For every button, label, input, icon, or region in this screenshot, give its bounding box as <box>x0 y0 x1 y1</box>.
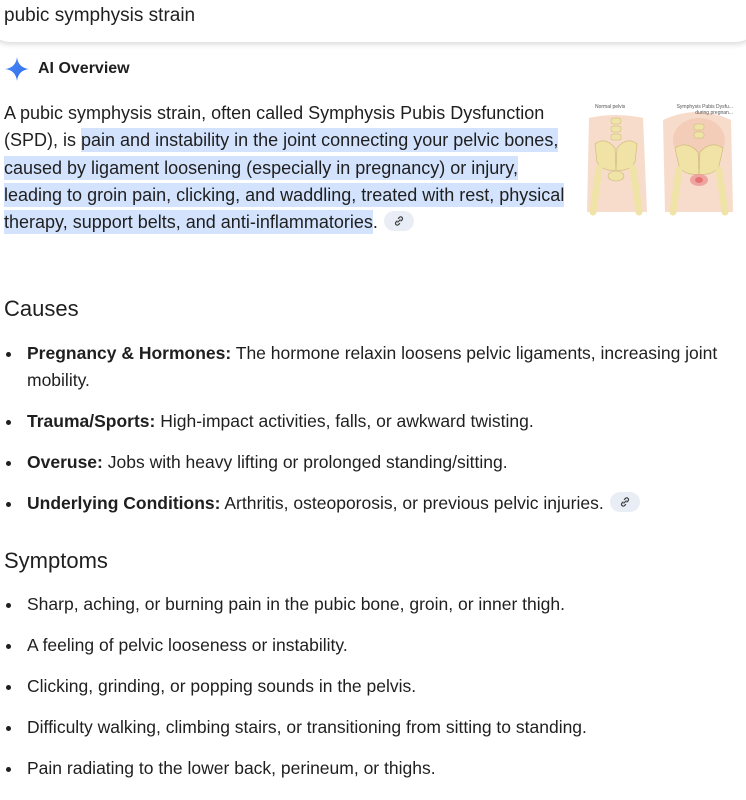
list-item: Sharp, aching, or burning pain in the pubic bone, groin, or inner thigh. <box>4 591 734 618</box>
thumb-label-normal: Normal pelvis <box>595 104 626 110</box>
list-item: Pain radiating to the lower back, perineum, or thighs. <box>4 755 734 782</box>
summary-highlight: pain and instability in the joint connecting your pelvic bones, caused by ligament loosening (especially in pregnancy) or injury, leading to groin pain, clicking, and waddling, treated with rest, physical therapy, support belts, and anti-inflammatories <box>4 130 565 233</box>
citation-link-button[interactable] <box>610 492 640 512</box>
citation-link-button[interactable] <box>384 211 414 231</box>
pelvis-illustration-thumbnail[interactable] <box>585 100 735 218</box>
link-icon <box>619 496 631 508</box>
causes-heading: Causes <box>4 296 79 321</box>
cause-term: Overuse: <box>27 452 103 472</box>
ai-overview-header <box>4 56 130 82</box>
list-item: A feeling of pelvic looseness or instability. <box>4 632 734 659</box>
cause-term: Trauma/Sports: <box>27 411 156 431</box>
link-icon <box>393 215 405 227</box>
cause-text: Jobs with heavy lifting or prolonged standing/sitting. <box>102 452 508 472</box>
summary-lead: A pubic symphysis strain, often called Symphysis Pubis Dysfunction (SPD), is <box>4 103 545 151</box>
summary-tail: . <box>372 212 378 233</box>
cause-text: High-impact activities, falls, or awkward twisting. <box>155 411 534 431</box>
cause-term: Pregnancy & Hormones: <box>27 343 232 363</box>
cause-term: Underlying Conditions: <box>27 493 221 513</box>
thumb-label-spd-2: during pregnan... <box>695 110 733 116</box>
symptoms-list <box>4 591 734 782</box>
sparkle-icon <box>4 56 30 82</box>
list-item <box>4 490 734 517</box>
cause-text: Arthritis, osteoporosis, or previous pelvic injuries. <box>220 493 604 513</box>
list-item: Clicking, grinding, or popping sounds in the pelvis. <box>4 673 734 700</box>
list-item <box>4 340 734 394</box>
causes-list <box>4 340 734 517</box>
list-item <box>4 408 734 435</box>
ai-overview-title: AI Overview <box>38 60 130 77</box>
search-bar[interactable] <box>0 0 746 42</box>
list-item: Difficulty walking, climbing stairs, or transitioning from sitting to standing. <box>4 714 734 741</box>
list-item <box>4 449 734 476</box>
cause-text: The hormone relaxin loosens pelvic ligaments, increasing joint mobility. <box>27 343 718 390</box>
pelvis-illustration <box>585 100 735 218</box>
thumb-label-spd: Symphysis Pubis Dysfu... <box>676 104 733 110</box>
overview-summary <box>4 100 574 236</box>
symptoms-heading: Symptoms <box>4 548 108 573</box>
search-query[interactable]: pubic symphysis strain <box>4 5 196 26</box>
